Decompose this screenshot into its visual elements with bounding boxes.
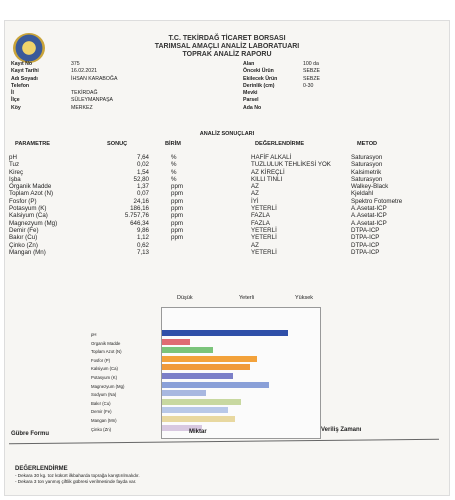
result-unit-cell: % <box>171 154 177 161</box>
col-param-header: PARAMETRE <box>15 141 51 147</box>
col-result-header: SONUÇ <box>107 141 128 147</box>
result-result-cell: 24,16 <box>133 197 149 205</box>
chart-label: Mangan (Mn) <box>91 417 117 423</box>
info-left-label: Adı Soyadı <box>11 75 38 82</box>
result-param-cell: Mangan (Mn) <box>9 248 46 256</box>
result-param-cell: Demir (Fe) <box>9 226 39 234</box>
result-result-cell: 1,12 <box>136 234 149 242</box>
header-line1: T.C. TEKİRDAĞ TİCARET BORSASI <box>168 35 286 42</box>
chart-label: Magnezyum (Mg) <box>91 383 125 389</box>
result-eval-cell: YETERLİ <box>251 226 277 234</box>
col-unit-header: BİRİM <box>165 141 181 147</box>
info-left-label: İlçe <box>11 97 20 104</box>
evaluation-notes <box>15 465 140 486</box>
level-bar <box>162 407 228 413</box>
result-eval-cell: YETERLİ <box>251 205 277 213</box>
results-title: ANALİZ SONUÇLARI <box>199 131 255 137</box>
result-unit-cell: % <box>171 168 177 176</box>
footer-rule <box>9 439 439 445</box>
level-bar <box>162 356 257 362</box>
info-left-label: İl <box>11 90 14 97</box>
chart-labels <box>91 331 124 434</box>
info-left-row <box>11 83 117 90</box>
info-right-row <box>243 90 320 97</box>
result-param-cell: Potasyum (K) <box>9 205 47 213</box>
result-result-cell: 1,37 <box>136 183 149 191</box>
chart-label: Potasyum (K) <box>91 374 118 380</box>
chart-label: Demir (Fe) <box>91 409 112 415</box>
chart-label: Organik Madde <box>91 340 121 346</box>
result-unit-cell: % <box>171 161 177 169</box>
result-result-cell: 0,07 <box>136 190 149 198</box>
result-result-cell: 646,34 <box>130 219 149 227</box>
result-param-cell: Organik Madde <box>9 183 52 191</box>
result-unit-cell: ppm <box>171 234 184 242</box>
level-bar <box>162 373 233 379</box>
result-eval-cell: FAZLA <box>251 212 270 220</box>
info-right-label: Alan <box>243 61 255 67</box>
result-param-cell: Tuz <box>9 161 20 169</box>
info-right-row <box>243 83 320 90</box>
result-eval-cell: TUZLULUK TEHLİKESİ YOK <box>251 161 331 169</box>
chart-label: pH <box>91 332 97 337</box>
result-param-cell: Bakır (Cu) <box>9 234 38 242</box>
info-left-row <box>11 97 117 104</box>
miktar-label: Miktar <box>189 429 207 435</box>
result-method-cell: Spektro Fotometre <box>351 197 403 205</box>
result-unit-cell: ppm <box>171 226 184 234</box>
unit-column <box>171 154 183 242</box>
result-method-cell: DTPA-ICP <box>351 234 380 242</box>
header-line2: TARIMSAL AMAÇLI ANALİZ LABORATUARI <box>154 43 300 50</box>
info-right-value: 100 da <box>303 61 319 67</box>
info-right-label: Önceki Ürün <box>243 68 274 75</box>
col-method-header: METOD <box>357 141 378 147</box>
info-left-value: MERKEZ <box>71 104 93 111</box>
chart-label: Kalsiyum (Ca) <box>91 366 118 372</box>
note-item: - Dekara 30 kg. toz kükürt ilkbaharda toprağa karıştırılmalıdır. <box>15 473 140 478</box>
info-left-label: Köy <box>11 104 21 111</box>
level-bar <box>162 416 235 422</box>
report-paper <box>4 20 450 496</box>
level-bar <box>162 364 250 370</box>
result-result-cell: 7,64 <box>136 154 149 161</box>
info-right-row <box>243 97 320 104</box>
info-right-label: Ekilecek Ürün <box>243 75 278 82</box>
note-item: - Dekara 3 ton yanmış çiftlik gübresi verilmesinde fayda var. <box>15 479 137 485</box>
result-method-cell: Kalsimetrik <box>351 168 382 176</box>
result-unit-cell: ppm <box>171 183 184 191</box>
level-mid: Yeterli <box>239 295 255 301</box>
result-method-cell: A.Asetat-ICP <box>351 205 387 213</box>
level-high: Yüksek <box>295 295 314 301</box>
result-param-cell: Kireç <box>9 168 24 176</box>
result-result-cell: 9,86 <box>136 226 149 234</box>
chart-label: Çinko (Zn) <box>91 426 112 432</box>
info-right-value: SEBZE <box>303 75 321 82</box>
info-left-row <box>11 61 117 68</box>
result-eval-cell: İYİ <box>251 197 259 205</box>
info-left-value: TEKİRDAĞ <box>71 90 98 97</box>
level-bar <box>162 330 288 336</box>
result-param-cell: Fosfor (P) <box>9 197 37 205</box>
result-result-cell: 0,02 <box>136 161 149 169</box>
level-low: Düşük <box>177 295 193 301</box>
result-method-cell: DTPA-ICP <box>351 226 380 234</box>
result-result-cell: 52,80 <box>133 175 149 183</box>
result-param-cell: pH <box>9 154 17 161</box>
info-right-value: 0-30 <box>303 82 314 89</box>
result-param-cell: Işba <box>9 175 21 183</box>
info-left-label: Kayıt Tarihi <box>11 68 39 75</box>
result-method-cell: Walkey-Black <box>351 183 389 191</box>
info-left-label: Telefon <box>11 82 30 89</box>
verilis-label: Veriliş Zamanı <box>321 427 362 433</box>
info-left-value: SÜLEYMANPAŞA <box>71 97 113 104</box>
result-eval-cell: HAFİF ALKALİ <box>251 154 292 161</box>
result-result-cell: 7,13 <box>136 248 149 256</box>
result-eval-cell: YETERLİ <box>251 234 277 242</box>
chart-label: Bakır (Cu) <box>91 400 111 406</box>
info-right-row <box>243 105 320 112</box>
result-param-cell: Kalsiyum (Ca) <box>9 212 48 220</box>
info-left-row <box>11 68 117 75</box>
result-result-cell: 5.757,76 <box>124 212 149 220</box>
result-unit-cell: % <box>171 175 177 183</box>
method-column <box>351 154 402 256</box>
result-eval-cell: FAZLA <box>251 219 270 227</box>
level-bar-chart <box>161 307 321 439</box>
info-left-row <box>11 76 117 83</box>
result-param-cell: Magnezyum (Mg) <box>9 219 58 227</box>
result-eval-cell: AZ KİREÇLİ <box>251 168 285 176</box>
info-right-row <box>243 68 320 75</box>
info-left-row <box>11 105 117 112</box>
result-result-cell: 1,54 <box>136 168 149 176</box>
result-column <box>95 154 149 256</box>
info-left-value: İHSAN KARABOĞA <box>71 75 118 82</box>
result-method-cell: Saturasyon <box>351 175 383 183</box>
chart-label: Sodyum (Na) <box>91 392 117 398</box>
result-method-cell: DTPA-ICP <box>351 241 380 249</box>
result-unit-cell: ppm <box>171 197 184 205</box>
result-method-cell: A.Asetat-ICP <box>351 212 387 220</box>
notes-title: DEĞERLENDİRME <box>15 466 68 472</box>
param-column <box>9 154 57 256</box>
result-eval-cell: KILLI TINLI <box>251 175 283 183</box>
result-method-cell: Saturasyon <box>351 161 383 169</box>
level-bar <box>162 382 269 388</box>
gubre-formu-label: Gübre Formu <box>11 431 50 437</box>
level-bar <box>162 339 190 345</box>
result-unit-cell: ppm <box>171 212 184 220</box>
result-eval-cell: YETERLİ <box>251 248 277 256</box>
level-bar <box>162 399 241 405</box>
info-left <box>11 61 117 112</box>
info-right-label: Derinlik (cm) <box>243 82 275 89</box>
info-left-value: 375 <box>71 61 80 67</box>
result-method-cell: Saturasyon <box>351 154 383 161</box>
info-right-value: SEBZE <box>303 68 321 75</box>
level-bar <box>162 390 206 396</box>
info-right-row <box>243 76 320 83</box>
result-method-cell: A.Asetat-ICP <box>351 219 387 227</box>
result-param-cell: Çinko (Zn) <box>9 241 38 249</box>
level-bar <box>162 347 213 353</box>
result-eval-cell: AZ <box>251 190 259 198</box>
result-eval-cell: AZ <box>251 241 259 249</box>
eval-column <box>251 154 331 256</box>
info-left-value: 16.02.2021 <box>71 68 97 75</box>
result-unit-cell: ppm <box>171 205 184 213</box>
result-param-cell: Toplam Azot (N) <box>9 190 54 198</box>
result-method-cell: DTPA-ICP <box>351 248 380 256</box>
chart-label: Fosfor (P) <box>91 357 111 363</box>
col-eval-header: DEĞERLENDİRME <box>255 141 305 147</box>
info-right-label: Parsel <box>243 97 259 104</box>
info-left-label: Kayıt No <box>11 61 33 67</box>
result-result-cell: 186,16 <box>130 205 149 213</box>
info-right <box>243 61 320 112</box>
header-line3: TOPRAK ANALİZ RAPORU <box>182 51 272 58</box>
info-right-label: Ada No <box>243 104 262 111</box>
chart-label: Toplam Azot (N) <box>91 349 122 355</box>
result-unit-cell: ppm <box>171 219 184 227</box>
result-eval-cell: AZ <box>251 183 259 191</box>
info-right-label: Mevki <box>243 90 258 97</box>
result-method-cell: Kjeldahl <box>351 190 374 198</box>
result-result-cell: 0,62 <box>136 241 149 249</box>
result-unit-cell: ppm <box>171 190 184 198</box>
